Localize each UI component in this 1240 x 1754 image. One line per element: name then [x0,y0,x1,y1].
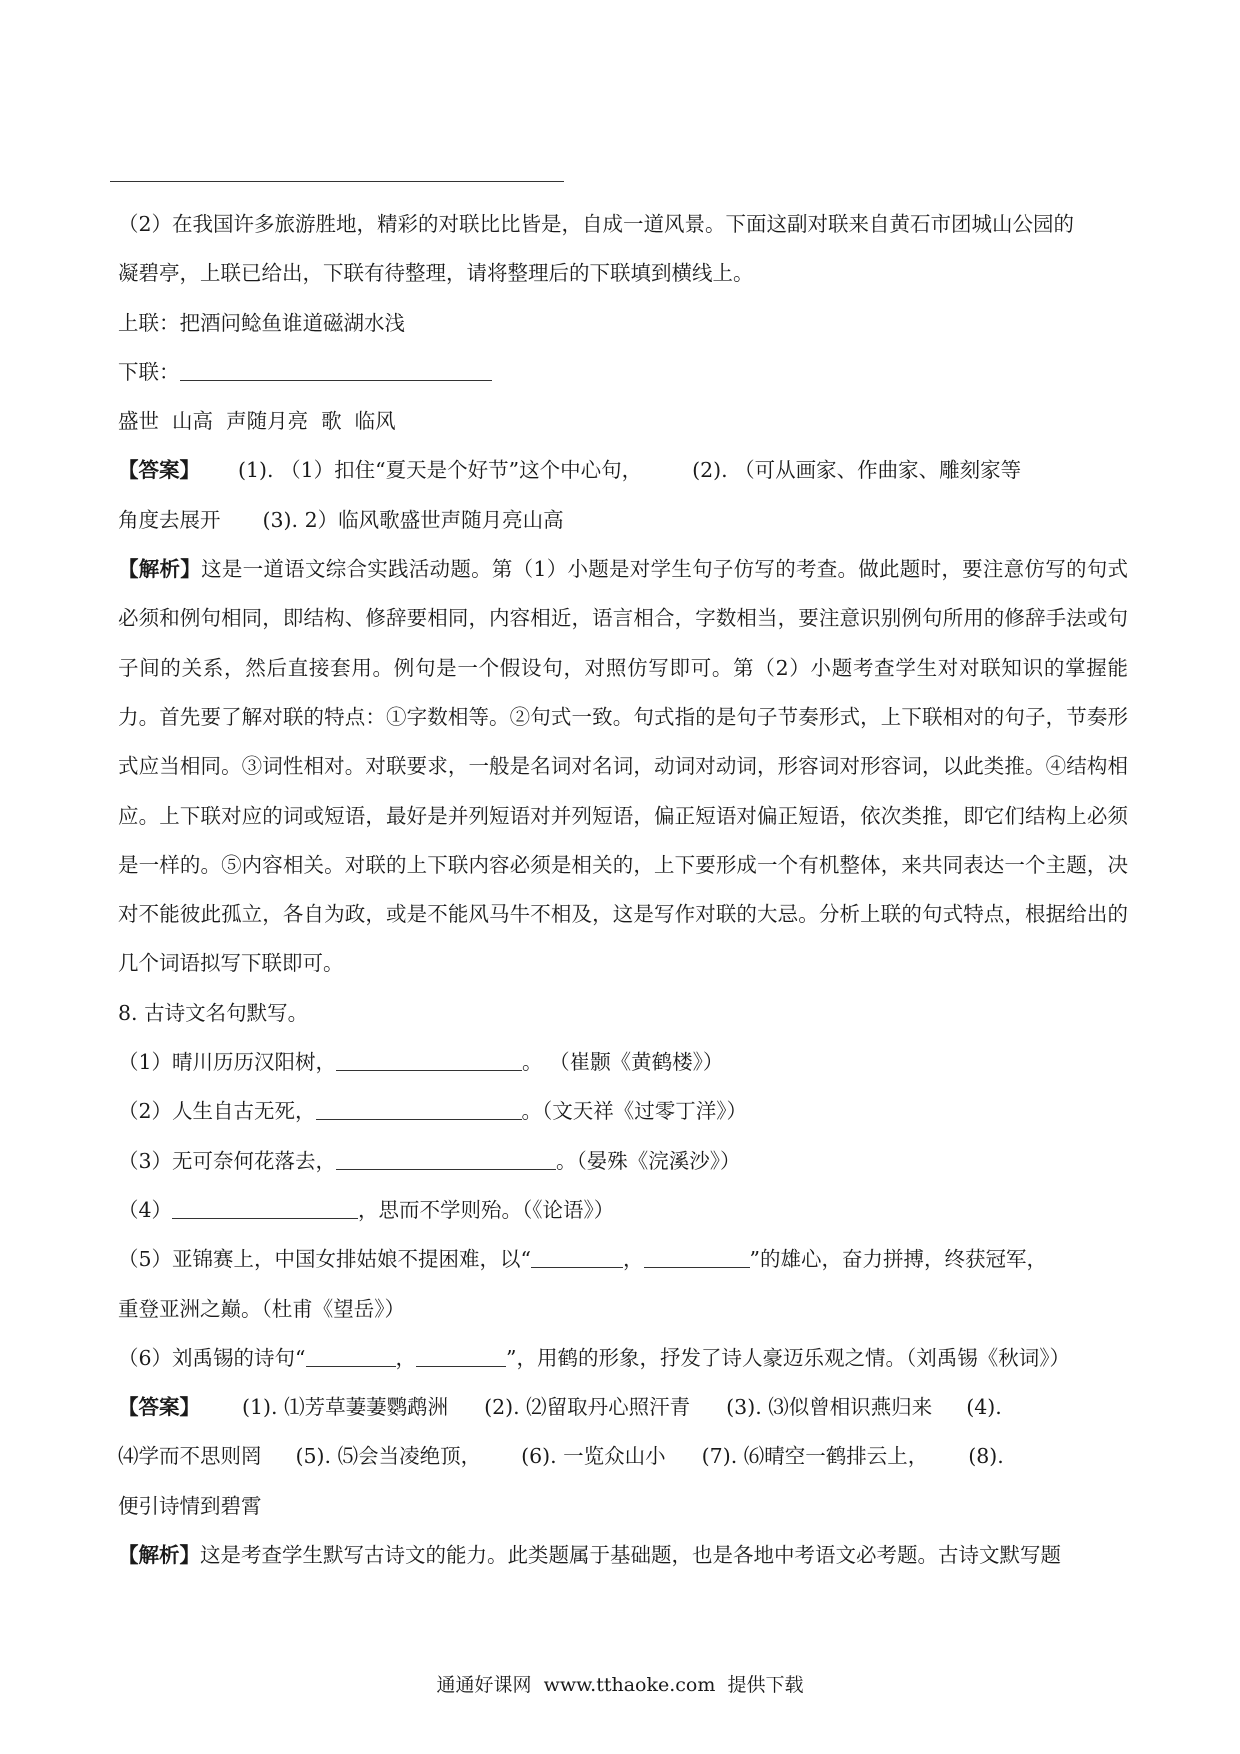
q8-answer-7: (7). ⑹晴空一鹤排云上， [701,1444,929,1469]
q8-item2-source: 。（文天祥《过零丁洋》） [521,1099,748,1124]
q8-item3 [118,1137,1128,1186]
q8-item5-text: （5）亚锦赛上，中国女排姑娘不提困难，以“ [118,1247,532,1272]
q8-item1-blank [336,1050,522,1071]
q8-item1 [118,1038,1128,1087]
answer-blank-line [110,181,564,182]
q8-item5-sep: ， [623,1247,644,1272]
q7-part2-line1: （2）在我国许多旅游胜地，精彩的对联比比皆是，自成一道风景。下面这副对联来自黄石市团城山公园的 [118,212,1075,236]
couplet-words: 盛世 山高 声随月亮 歌 临风 [118,409,396,434]
q8-item6-text2: ”，用鹤的形象，抒发了诗人豪迈乐观之情。（刘禹锡《秋词》） [506,1345,1071,1370]
analysis-tag: 【解析】 [118,557,202,582]
lower-couplet-blank [180,360,492,381]
q8-item6-blank1 [306,1346,396,1367]
q8-item4-blank [172,1198,358,1219]
q8-answer-4-num: (4). [966,1395,1002,1420]
q8-item4 [118,1186,1128,1235]
q7-analysis-text: 这是一道语文综合实践活动题。第（1）小题是对学生句子仿写的考查。做此题时，要注意仿写的句式必须和例句相同，即结构、修辞要相同，内容相近，语言相合，字数相当，要注意识别例句所用的修辞手法或句子间的关系，然后直接套用。例句是一个假设句，对照仿写即可。第（2）小题考查学生对对联知识的掌握能力。首先要了解对联的特点：①字数相等。②句式一致。句式指的是句子节奏形式，上下联相对的句子，节奏形式应当相同。③词性相对。对联要求，一般是名词对名词，动词对动词，形容词对形容词，以此类推。④结构相应。上下联对应的词或短语，最好是并列短语对并列短语，偏正短语对偏正短语，依次类推，即它们结构上必须是一样的。⑤内容相关。对联的上下联内容必须是相关的，上下要形成一个有机整体，来共同表达一个主题，决对不能彼此孤立，各自为政，或是不能风马牛不相及，这是写作对联的大忌。分析上联的句式特点，根据给出的几个词语拟写下联即可。 [118,557,1129,976]
q8-item5 [118,1235,1128,1284]
q8-answer-6: (6). 一览众山小 [521,1444,666,1469]
q8-item2 [118,1087,1128,1136]
q7-answer-2-cont: 角度去展开 [118,507,221,532]
q8-analysis [118,1531,1128,1580]
analysis-tag: 【解析】 [118,1543,200,1568]
q8-item6 [118,1334,1128,1383]
q8-answer-line2 [118,1432,1128,1481]
q8-answer-3: (3). ⑶似曾相识燕归来 [726,1395,933,1420]
q8-answer-4: ⑷学而不思则罔 [118,1444,262,1469]
q8-answer-line1 [118,1383,1128,1432]
q8-title: 8. 古诗文名句默写。 [118,1000,309,1025]
q8-answer-5: (5). ⑸会当凌绝顶， [295,1444,482,1469]
q8-item1-text: （1）晴川历历汉阳树， [118,1050,337,1075]
q7-answer-1: (1). （1）扣住“夏天是个好节”这个中心句， [238,458,643,483]
q8-item2-blank [316,1099,522,1120]
q8-item6-blank2 [416,1346,506,1367]
answer-tag: 【答案】 [118,458,200,483]
q8-item5-text2: ”的雄心，奋力拼搏，终获冠军， [749,1247,1048,1272]
q8-answer-2: (2). ⑵留取丹心照汗青 [484,1395,691,1420]
q8-item3-text: （3）无可奈何花落去， [118,1148,337,1173]
q8-item5-blank2 [644,1247,750,1268]
q8-answer-8-num: (8). [968,1444,1004,1469]
q7-analysis [118,545,1128,989]
q8-item6-sep: ， [395,1345,417,1370]
q8-item1-source: 。 （崔颢《黄鹤楼》） [522,1050,724,1075]
q8-answer-1: (1). ⑴芳草萋萋鹦鹉洲 [242,1395,449,1420]
q7-answer-3: (3). 2）临风歌盛世声随月亮山高 [262,507,564,532]
q8-item6-text: （6）刘禹锡的诗句“ [118,1345,306,1370]
lower-couplet-label: 下联： [118,359,180,384]
q8-item3-source: 。（晏殊《浣溪沙》） [556,1148,741,1173]
q8-answer-line3: 便引诗情到碧霄 [118,1493,262,1518]
answer-tag: 【答案】 [118,1395,200,1420]
q8-item2-text: （2）人生自古无死， [118,1099,316,1124]
q7-answer-line1 [118,446,1128,495]
q7-answer-line2 [118,496,1128,545]
q8-item3-blank [336,1149,556,1170]
q8-item4-text: ，思而不学则殆。（《论语》） [358,1197,615,1222]
q8-item4-num: （4） [118,1197,173,1222]
page-footer: 通通好课网 www.tthaoke.com 提供下载 [436,1674,804,1696]
lower-couplet-row [118,348,1128,397]
q8-item5-line2: 重登亚洲之巅。（杜甫《望岳》） [118,1296,405,1321]
q7-answer-2: (2). （可从画家、作曲家、雕刻家等 [692,458,1022,483]
page-content [118,200,1128,1580]
upper-couplet: 上联：把酒问鲶鱼谁道磁湖水浅 [118,310,405,335]
q8-item5-blank1 [531,1247,623,1268]
q8-analysis-text: 这是考查学生默写古诗文的能力。此类题属于基础题，也是各地中考语文必考题。古诗文默写题 [200,1543,1061,1568]
q7-part2-line2: 凝碧亭，上联已给出，下联有待整理，请将整理后的下联填到横线上。 [118,261,754,286]
